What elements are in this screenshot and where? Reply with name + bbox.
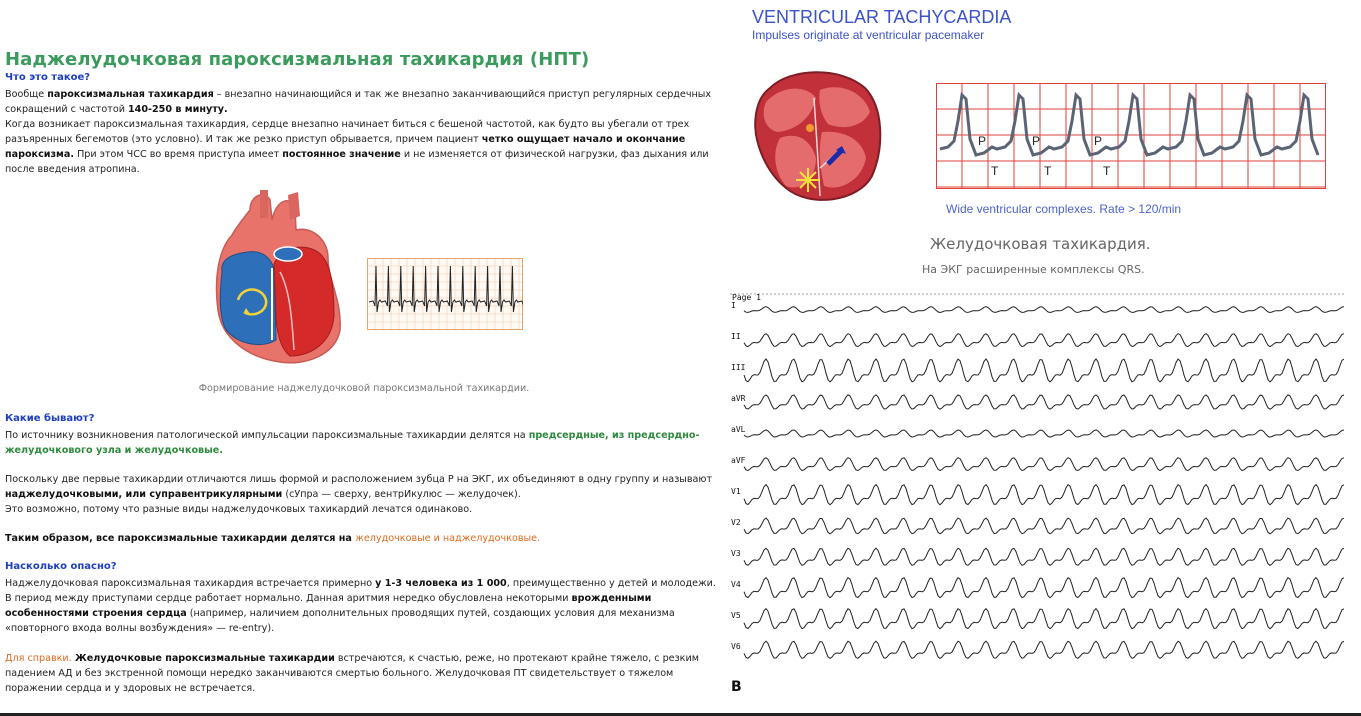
vt-subtitle-ru: На ЭКГ расширенные комплексы QRS. xyxy=(922,263,1145,276)
lead-label-v6: V6 xyxy=(731,642,741,651)
ecg-label-t3: T xyxy=(1103,164,1111,178)
lead-label-v2: V2 xyxy=(731,518,741,527)
vt-caption: Wide ventricular complexes. Rate > 120/min xyxy=(946,202,1182,216)
ecg-label-p3: P xyxy=(1094,134,1103,148)
twelve-lead-ecg xyxy=(730,292,1346,676)
lead-label-ii: II xyxy=(731,332,741,341)
heart-illustration-svt xyxy=(210,190,350,368)
lead-label-v1: V1 xyxy=(731,487,741,496)
section-heading-what: Что это такое? xyxy=(5,72,91,83)
ecg-page-label: Page 1 xyxy=(732,293,761,302)
paragraph-danger-1: Наджелудочковая пароксизмальная тахикардия встречается примерно у 1-3 человека из 1 000, преимущественно у детей и молодежи. В период между приступами сердце работает нормально. Данная аритмия нередко обусловлена некоторыми врожденными особенностями строения сердца (например, наличием дополнительных проводящих путей, создающих условия для механизма «повторного входа волны возбуждения» — re-entry). xyxy=(5,578,716,634)
section-heading-kinds: Какие бывают? xyxy=(5,413,95,424)
figure-caption-svt: Формирование наджелудочковой пароксизмальной тахикардии. xyxy=(198,383,530,394)
paragraph-kinds-2: Поскольку две первые тахикардии отличаются лишь формой и расположением зубца P на ЭКГ, их объединяют в одну группу и называют наджелудочковыми, или суправентрикулярными (сУпра — сверху, вентрИкулюс — желудочек). Это возможно, потому что разные виды наджелудочковых тахикардий лечатся одинаково. xyxy=(5,474,713,515)
vt-ecg-strip xyxy=(936,83,1326,189)
vt-title: VENTRICULAR TACHYCARDIA xyxy=(752,7,1012,27)
ecg-label-t1: T xyxy=(991,164,999,178)
lead-label-iii: III xyxy=(731,363,746,372)
paragraph-danger-2: Для справки. Желудочковые пароксизмальные тахикардии встречаются, к счастью, реже, но протекают крайне тяжело, с резким падением АД и без экстренной помощи нередко заканчиваются смертью больного. Желудочковая ПТ свидетельствует о тяжелом поражении сердца и у здоровых не встречается. xyxy=(5,653,699,694)
figure-label: B xyxy=(731,679,742,695)
ecg-label-p1: P xyxy=(978,134,987,148)
ecg-label-t2: T xyxy=(1044,164,1052,178)
lead-label-avf: aVF xyxy=(731,456,746,465)
lead-label-v5: V5 xyxy=(731,611,741,620)
heart-illustration-vt xyxy=(750,68,886,206)
paragraph-kinds-3: Таким образом, все пароксизмальные тахикардии делятся на желудочковые и наджелудочковые. xyxy=(5,533,541,544)
paragraph-kinds-1: По источнику возникновения патологической импульсации пароксизмальные тахикардии делятся на предсердные, из предсердно-желудочкового узла и желудочковые. xyxy=(5,430,700,456)
vt-subtitle: Impulses originate at ventricular pacemaker xyxy=(752,28,985,42)
lead-label-v3: V3 xyxy=(731,549,741,558)
vt-title-ru: Желудочковая тахикардия. xyxy=(930,235,1151,253)
svt-ecg-strip xyxy=(367,258,523,330)
paragraph-what-1: Вообще пароксизмальная тахикардия – внезапно начинающийся и так же внезапно заканчивающийся приступ регулярных сердечных сокращений с частотой 140-250 в минуту. xyxy=(5,89,712,115)
page-title: Наджелудочковая пароксизмальная тахикардия (НПТ) xyxy=(5,49,590,70)
paragraph-what-2: Когда возникает пароксизмальная тахикардия, сердце внезапно начинает биться с бешеной частотой, как будто вы убегали от трех разъяренных бегемотов (это условно). И так же резко приступ обрывается, причем пациент четко ощущает начало и окончание пароксизма. При этом ЧСС во время приступа имеет постоянное значение и не изменяется от физической нагрузки, фаз дыхания или после введения атропина. xyxy=(5,119,709,175)
lead-label-avl: aVL xyxy=(731,425,746,434)
lead-label-v4: V4 xyxy=(731,580,741,589)
lead-label-avr: aVR xyxy=(731,394,746,403)
ecg-label-p2: P xyxy=(1032,134,1041,148)
lead-label-i: I xyxy=(731,301,736,310)
section-heading-danger: Насколько опасно? xyxy=(5,561,117,572)
